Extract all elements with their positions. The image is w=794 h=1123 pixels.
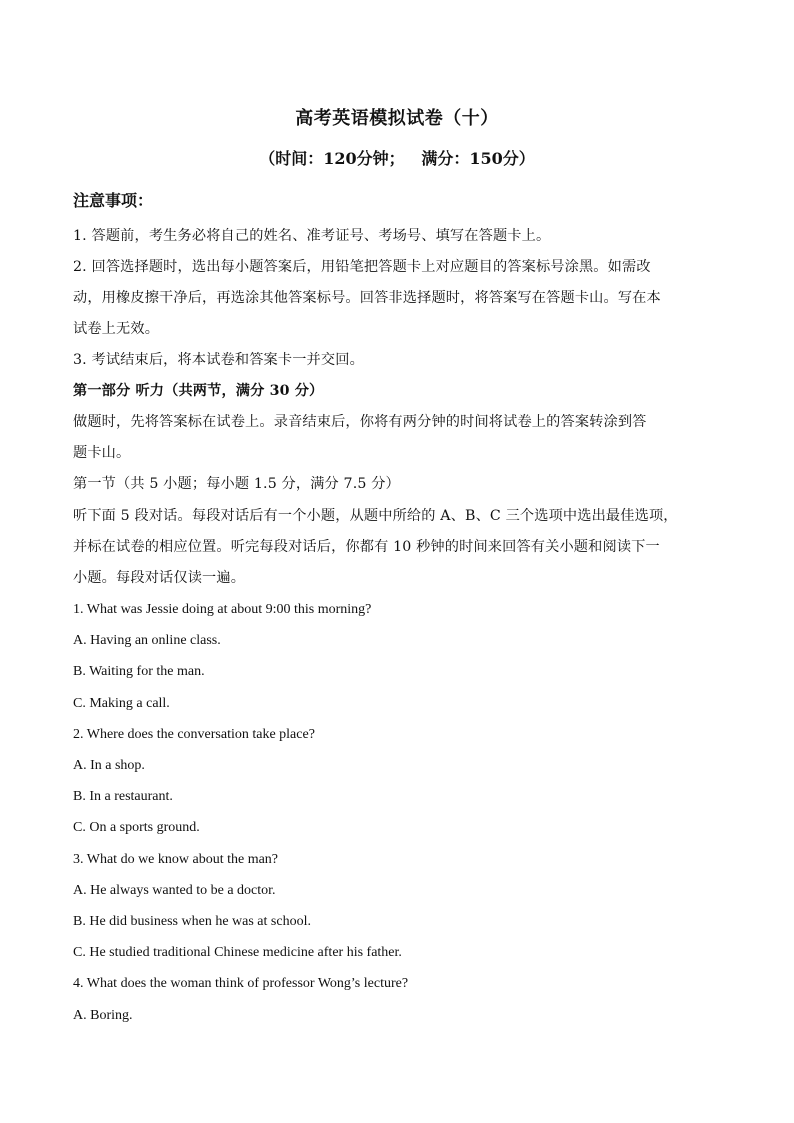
question-4-option-a: A. Boring.	[73, 1008, 133, 1023]
question-3-option-c: C. He studied traditional Chinese medicine after his father.	[73, 945, 402, 960]
question-4: 4. What does the woman think of professor Wong’s lecture?	[73, 976, 409, 991]
part-one-instructions-line-2: 题卡山。	[73, 445, 131, 461]
notes-heading: 注意事项：	[73, 191, 154, 210]
question-3: 3. What do we know about the man?	[73, 852, 279, 867]
question-1-option-c: C. Making a call.	[73, 696, 170, 711]
part-one-heading: 第一部分 听力（共两节，满分 30 分）	[73, 383, 324, 399]
section-one-instructions-line-3: 小题。每段对话仅读一遍。	[73, 570, 246, 586]
note-item-3: 3. 考试结束后，将本试卷和答案卡一并交回。	[73, 352, 364, 368]
note-item-2-line-3: 试卷上无效。	[73, 321, 160, 337]
note-item-2-line-1: 2. 回答选择题时，选出每小题答案后，用铅笔把答题卡上对应题目的答案标号涂黑。如需改	[73, 259, 651, 275]
note-item-2-line-2: 动，用橡皮擦干净后，再选涂其他答案标号。回答非选择题时，将答案写在答题卡山。写在本	[73, 290, 661, 306]
question-1-option-a: A. Having an online class.	[73, 633, 221, 648]
question-2-option-b: B. In a restaurant.	[73, 789, 173, 804]
question-2: 2. Where does the conversation take place?	[73, 727, 315, 742]
section-one-instructions-line-1: 听下面 5 段对话。每段对话后有一个小题，从题中所给的 A、B、C 三个选项中选出最佳选项，	[73, 508, 678, 524]
part-one-instructions-line-1: 做题时，先将答案标在试卷上。录音结束后，你将有两分钟的时间将试卷上的答案转涂到答	[73, 414, 647, 430]
exam-title: 高考英语模拟试卷（十）	[295, 108, 499, 129]
question-3-option-a: A. He always wanted to be a doctor.	[73, 883, 276, 898]
question-2-option-c: C. On a sports ground.	[73, 820, 200, 835]
question-3-option-b: B. He did business when he was at school.	[73, 914, 311, 929]
question-1: 1. What was Jessie doing at about 9:00 this morning?	[73, 602, 372, 617]
section-one-heading: 第一节（共 5 小题；每小题 1.5 分，满分 7.5 分）	[73, 476, 400, 492]
exam-subtitle: （时间：120分钟； 满分：150分）	[259, 149, 535, 168]
question-2-option-a: A. In a shop.	[73, 758, 145, 773]
question-1-option-b: B. Waiting for the man.	[73, 664, 205, 679]
note-item-1: 1. 答题前，考生务必将自己的姓名、准考证号、考场号、填写在答题卡上。	[73, 228, 551, 244]
section-one-instructions-line-2: 并标在试卷的相应位置。听完每段对话后，你都有 10 秒钟的时间来回答有关小题和阅读下一	[73, 539, 660, 555]
